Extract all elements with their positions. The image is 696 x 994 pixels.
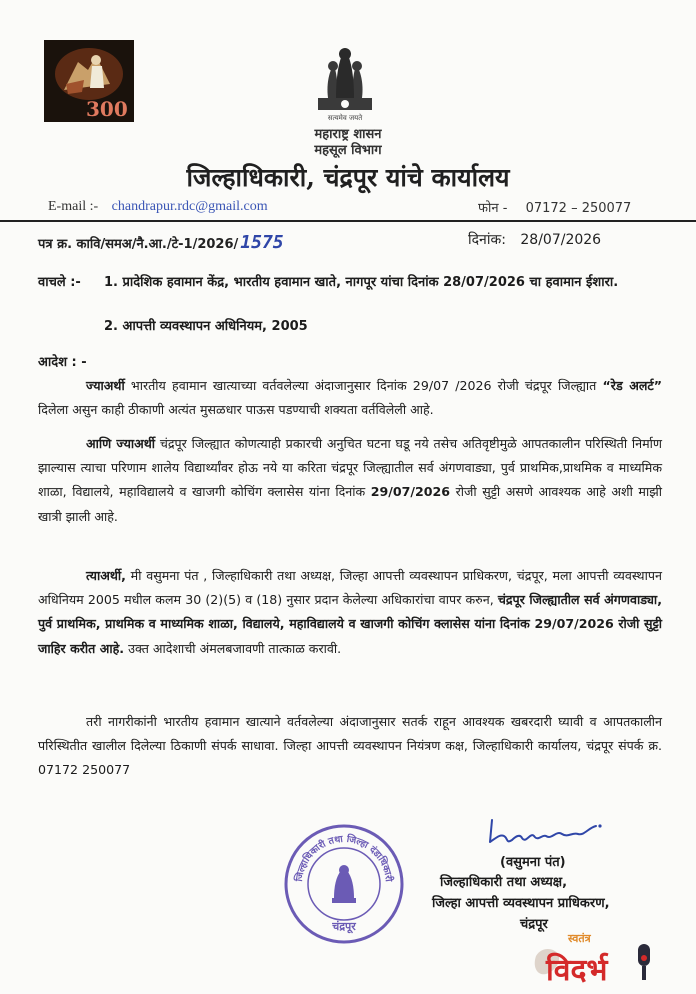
department-name: महसूल विभाग: [314, 143, 382, 158]
order-paragraph-2: [38, 432, 662, 529]
letter-date: [468, 230, 601, 249]
email-label: E-mail :-: [48, 199, 99, 214]
read-item-2: 2. आपत्ती व्यवस्थापन अधिनियम, 2005: [104, 319, 308, 334]
phone-number: 07172 – 250077: [525, 201, 632, 216]
order-paragraph-3: [38, 564, 662, 661]
svg-text:विदर्भ: विदर्भ: [546, 953, 608, 988]
svg-text:जिल्हाधिकारी तथा जिल्हा दंडाधि: जिल्हाधिकारी तथा जिल्हा दंडाधिकारी: [293, 833, 395, 883]
emblem-motto: सत्यमेव जयते: [327, 114, 363, 122]
svg-text:300: 300: [86, 97, 128, 121]
order-heading: आदेश : -: [38, 355, 87, 370]
svg-text:स्वतंत्र: स्वतंत्र: [568, 932, 591, 945]
email-row: [48, 199, 268, 215]
order-paragraph-4: [38, 710, 662, 783]
p3-holiday-declaration: चंद्रपूर जिल्ह्यातील सर्व अंगणवाड्या, पुर्व प्राथमिक, प्राथमिक व माध्यमिक शाळा, विद्यालये, महाविद्यालये व खाजगी कोचिंग क्लासेस यांना दिनांक 29/07/2026 रोजी सुट्टी जाहिर करीत आहे.: [38, 592, 662, 656]
date-value: 28/07/2026: [520, 232, 602, 248]
vidarbha-watermark-logo: [528, 928, 660, 988]
government-name: महाराष्ट्र शासन: [314, 127, 382, 142]
office-title: जिल्हाधिकारी, चंद्रपूर यांचे कार्यालय: [186, 163, 510, 192]
date-label: दिनांक:: [468, 232, 506, 248]
phone-row: [478, 198, 631, 216]
p1-red-alert: “रेड अलर्ट”: [602, 378, 662, 393]
official-seal-stamp: [282, 822, 406, 946]
p4-text: तरी नागरीकांनी भारतीय हवामान खात्याने वर्तवलेल्या अंदाजानुसार सतर्क राहून आवश्यक खबरदारी घ्यावी व आपतकालीन परिस्थितीत खालील दिलेल्या ठिकाणी संपर्क साधावा. जिल्हा आपत्ती व्यवस्थापन नियंत्रण कक्ष, जिल्हाधिकारी कार्यालय, चंद्रपूर संपर्क क्र. 07172 250077: [38, 714, 662, 778]
email-link[interactable]: chandrapur.rdc@gmail.com: [111, 199, 268, 214]
p2-date: 29/07/2026: [370, 484, 451, 500]
p2-tail: रोजी सुट्टी असणे आवश्यक आहे अशी माझी खात्री झाली आहे.: [38, 484, 662, 524]
signatory-title-3: चंद्रपूर: [520, 917, 548, 932]
microphone-icon: [638, 944, 650, 980]
reference-prefix: पत्र क्र. कावि/समअ/नै.आ./टे-1/2026/: [38, 237, 239, 252]
handwritten-signature: [486, 812, 606, 852]
p3-text: मी वसुमना पंत , जिल्हाधिकारी तथा अध्यक्ष, जिल्हा आपत्ती व्यवस्थापन प्राधिकरण, चंद्रपूर, मला आपत्ती व्यवस्थापन अधिनियम 2005 मधील कलम 30 (2)(5) व (18) नुसार प्रदान केलेल्या अधिकारांचा वापर करुन,: [38, 568, 662, 608]
p3-tail: उक्त आदेशाची अंमलबजावणी तात्काळ करावी.: [124, 640, 342, 656]
signatory-name: (वसुमना पंत): [500, 855, 566, 870]
order-paragraph-1: [38, 374, 662, 422]
header-divider: [0, 220, 696, 222]
p1-tail: दिलेला असुन काही ठीकाणी अत्यंत मुसळधार पाऊस पडण्याची शक्यता वर्तविलेली आहे.: [38, 402, 434, 418]
anniversary-logo: [44, 40, 134, 122]
signatory-title-1: जिल्हाधिकारी तथा अध्यक्ष,: [440, 875, 568, 890]
p2-text: चंद्रपूर जिल्ह्यात कोणत्याही प्रकारची अनुचित घटना घडू नये तसेच अतिवृष्टीमुळे आपतकालीन परिस्थिती निर्माण झाल्यास त्याचा परिणाम शालेय विद्यार्थ्यांवर होऊ नये या करिता चंद्रपूर जिल्ह्यातील सर्व अंगणवाड्या, पुर्व प्राथमिक,प्राथमिक व माध्यमिक शाळा, विद्यालये, महाविद्यालये व खाजगी कोचिंग क्लासेस यांना दिनांक: [38, 436, 662, 500]
phone-label: फोन -: [478, 201, 508, 216]
signatory-title-2: जिल्हा आपत्ती व्यवस्थापन प्राधिकरण,: [432, 896, 610, 911]
reference-number: [38, 232, 284, 253]
read-item-1: 1. प्रादेशिक हवामान केंद्र, भारतीय हवामान खाते, नागपूर यांचा दिनांक 28/07/2026 चा हवामान ईशारा.: [104, 275, 619, 290]
p1-text: भारतीय हवामान खात्याच्या वर्तवलेल्या अंदाजानुसार दिनांक 29/07 /2026 रोजी चंद्रपूर जिल्ह्यात: [124, 378, 603, 393]
read-label: वाचले :-: [38, 275, 81, 290]
state-emblem-icon: [304, 42, 386, 116]
svg-text:चंद्रपूर: चंद्रपूर: [332, 920, 356, 933]
reference-handwritten-number: 1575: [240, 232, 284, 253]
p3-lead: त्याअर्थी,: [86, 568, 126, 583]
p1-lead: ज्याअर्थी: [86, 378, 125, 393]
p2-lead: आणि ज्याअर्थी: [86, 436, 156, 451]
